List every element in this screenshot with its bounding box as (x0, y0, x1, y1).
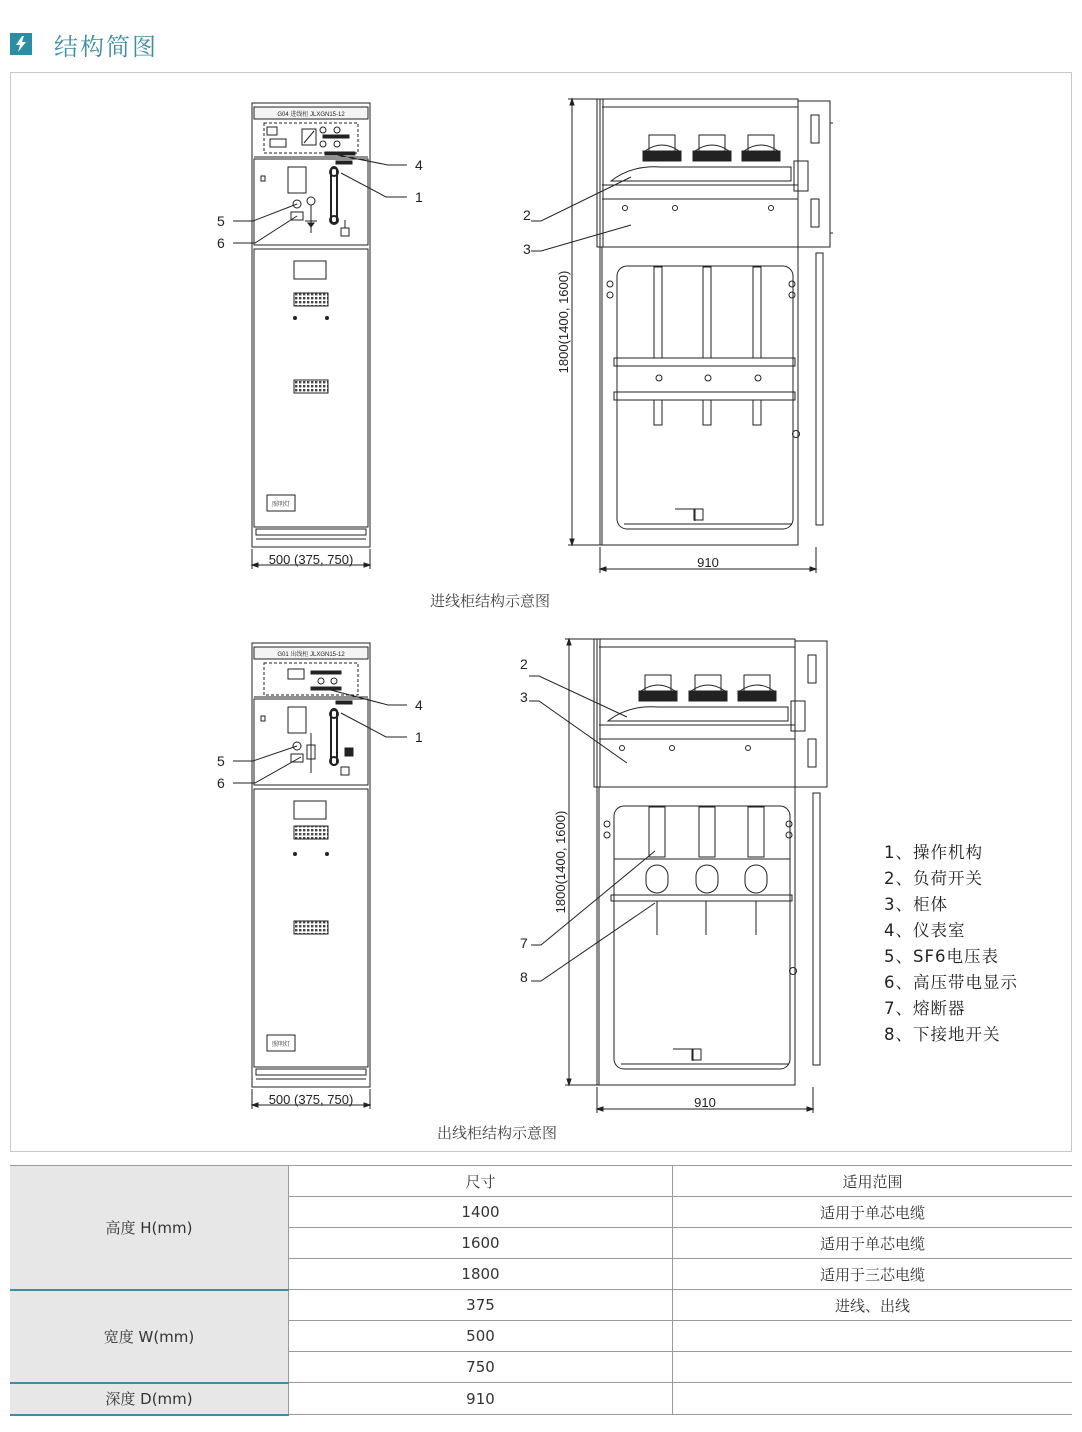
outgoing-caption: 出线柜结构示意图 (436, 1124, 558, 1142)
callout-label: 6 (217, 775, 225, 791)
size-cell: 1600 (289, 1228, 673, 1259)
outgoing-panel-label: G01 出线柜 JLXGN15-12 (277, 652, 345, 658)
size-cell: 910 (289, 1383, 673, 1415)
outgoing-side-view (529, 639, 827, 1113)
column-header-range: 适用范围 (673, 1166, 1073, 1197)
legend-item: 2、负荷开关 (884, 869, 983, 888)
callout-label: 5 (217, 213, 225, 229)
callout-label: 3 (523, 241, 531, 257)
callout-label: 5 (217, 753, 225, 769)
range-cell: 适用于三芯电缆 (673, 1259, 1073, 1290)
callout-label: 1 (415, 189, 423, 205)
outgoing-width-dimension: 500 (375, 750) (268, 1092, 354, 1107)
callout-label: 6 (217, 235, 225, 251)
incoming-depth-dimension: 910 (697, 555, 719, 570)
incoming-width-dimension: 500 (375, 750) (268, 552, 354, 567)
outgoing-lamp-label: 照明灯 (271, 1042, 291, 1048)
callout-label: 8 (520, 969, 528, 985)
incoming-lamp-label: 照明灯 (271, 502, 291, 508)
section-header (10, 28, 158, 60)
table-row (10, 1383, 1072, 1415)
size-cell: 500 (289, 1321, 673, 1352)
legend-item: 6、高压带电显示 (884, 973, 1018, 992)
outgoing-front-view (233, 643, 407, 1109)
legend-item: 3、柜体 (884, 895, 948, 914)
callout-label: 1 (415, 729, 423, 745)
range-cell (673, 1383, 1073, 1415)
depth-label: 深度 D(mm) (10, 1383, 289, 1415)
size-cell: 750 (289, 1352, 673, 1383)
parts-legend (884, 840, 1018, 1048)
legend-item: 1、操作机构 (884, 843, 983, 862)
dimension-table (10, 1165, 1072, 1416)
width-label: 宽度 W(mm) (10, 1290, 289, 1383)
legend-item: 8、下接地开关 (884, 1025, 1001, 1044)
incoming-side-view (531, 99, 833, 573)
outgoing-height-dimension: 1800(1400, 1600) (553, 810, 568, 914)
size-cell: 1400 (289, 1197, 673, 1228)
callout-label: 7 (520, 935, 528, 951)
incoming-front-view (233, 103, 407, 569)
callout-label: 4 (415, 697, 423, 713)
range-cell: 进线、出线 (673, 1290, 1073, 1321)
lightning-icon (10, 33, 32, 55)
height-label: 高度 H(mm) (10, 1166, 289, 1290)
table-row (10, 1290, 1072, 1321)
callout-label: 2 (523, 207, 531, 223)
callout-label: 3 (520, 689, 528, 705)
size-cell: 375 (289, 1290, 673, 1321)
legend-item: 7、熔断器 (884, 999, 966, 1018)
range-cell: 适用于单芯电缆 (673, 1197, 1073, 1228)
callout-label: 4 (415, 157, 423, 173)
size-cell: 1800 (289, 1259, 673, 1290)
outgoing-depth-dimension: 910 (694, 1095, 716, 1110)
legend-item: 4、仪表室 (884, 921, 966, 940)
callout-label: 2 (520, 656, 528, 672)
table-header-row (10, 1166, 1072, 1197)
range-cell (673, 1321, 1073, 1352)
incoming-caption: 进线柜结构示意图 (429, 592, 551, 610)
incoming-panel-label: G04 进线柜 JLXGN15-12 (277, 112, 345, 118)
column-header-size: 尺寸 (289, 1166, 673, 1197)
incoming-height-dimension: 1800(1400, 1600) (556, 270, 571, 374)
section-title: 结构简图 (54, 32, 158, 61)
range-cell: 适用于单芯电缆 (673, 1228, 1073, 1259)
range-cell (673, 1352, 1073, 1383)
legend-item: 5、SF6电压表 (884, 947, 999, 966)
